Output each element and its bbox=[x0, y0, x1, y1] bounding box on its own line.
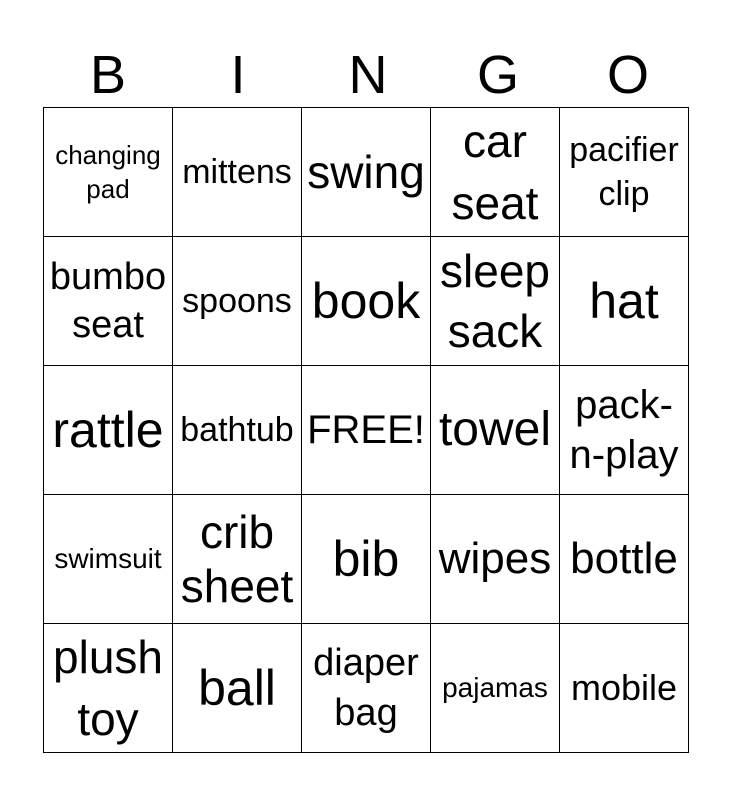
cell-label: diaper bag bbox=[313, 642, 419, 734]
header-letter-i: I bbox=[230, 45, 246, 105]
cell-label: bottle bbox=[570, 534, 678, 583]
header-letter-n: N bbox=[348, 45, 388, 105]
bingo-cell[interactable] bbox=[173, 495, 302, 624]
cell-label: rattle bbox=[52, 402, 164, 458]
board-row bbox=[44, 366, 689, 495]
bingo-cell[interactable] bbox=[431, 108, 560, 237]
cell-label: bathtub bbox=[180, 411, 294, 449]
header-letter-o: O bbox=[606, 45, 649, 105]
bingo-cell[interactable] bbox=[431, 366, 560, 495]
cell-label: FREE! bbox=[307, 408, 425, 452]
cell-label: changing pad bbox=[55, 140, 161, 204]
bingo-board bbox=[43, 107, 689, 753]
cell-label: towel bbox=[438, 403, 552, 456]
bingo-cell[interactable] bbox=[44, 108, 173, 237]
cell-label: book bbox=[311, 273, 421, 329]
bingo-cell[interactable] bbox=[302, 495, 431, 624]
cell-label: swimsuit bbox=[54, 543, 162, 574]
cell-label: bib bbox=[332, 531, 400, 587]
header-letter-g: G bbox=[476, 45, 519, 105]
cell-label: pajamas bbox=[442, 672, 548, 703]
bingo-cell[interactable] bbox=[302, 366, 431, 495]
cell-label: plush toy bbox=[53, 631, 163, 745]
header-letter-b: B bbox=[89, 45, 127, 105]
cell-label: sleep sack bbox=[440, 245, 550, 357]
bingo-cell[interactable] bbox=[560, 108, 689, 237]
board-row bbox=[44, 108, 689, 237]
cell-label: mobile bbox=[570, 667, 678, 708]
cell-label: pacifier clip bbox=[569, 131, 679, 213]
bingo-cell[interactable] bbox=[173, 366, 302, 495]
cell-label: mittens bbox=[182, 153, 292, 191]
board-row bbox=[44, 237, 689, 366]
cell-label: swing bbox=[307, 146, 425, 198]
bingo-cell[interactable] bbox=[44, 237, 173, 366]
cell-label: crib sheet bbox=[180, 506, 294, 612]
cell-label: bumbo seat bbox=[49, 256, 167, 346]
bingo-cell[interactable] bbox=[302, 108, 431, 237]
board-row bbox=[44, 624, 689, 753]
bingo-cell[interactable] bbox=[560, 366, 689, 495]
bingo-cell[interactable] bbox=[44, 366, 173, 495]
bingo-cell[interactable] bbox=[431, 237, 560, 366]
bingo-cell[interactable] bbox=[44, 624, 173, 753]
bingo-cell[interactable] bbox=[173, 108, 302, 237]
bingo-cell[interactable] bbox=[302, 624, 431, 753]
bingo-cell[interactable] bbox=[560, 237, 689, 366]
bingo-cell[interactable] bbox=[44, 495, 173, 624]
cell-label: car seat bbox=[451, 115, 539, 229]
cell-label: wipes bbox=[438, 534, 552, 583]
bingo-cell[interactable] bbox=[560, 624, 689, 753]
bingo-cell[interactable] bbox=[173, 624, 302, 753]
bingo-cell[interactable] bbox=[431, 495, 560, 624]
board-row bbox=[44, 495, 689, 624]
bingo-cell[interactable] bbox=[431, 624, 560, 753]
cell-label: spoons bbox=[182, 282, 292, 320]
bingo-cell[interactable] bbox=[302, 237, 431, 366]
bingo-cell[interactable] bbox=[560, 495, 689, 624]
cell-label: pack-n-play bbox=[569, 383, 679, 477]
cell-label: ball bbox=[198, 660, 276, 716]
bingo-cell[interactable] bbox=[173, 237, 302, 366]
cell-label: hat bbox=[589, 273, 659, 329]
bingo-header bbox=[43, 42, 693, 108]
